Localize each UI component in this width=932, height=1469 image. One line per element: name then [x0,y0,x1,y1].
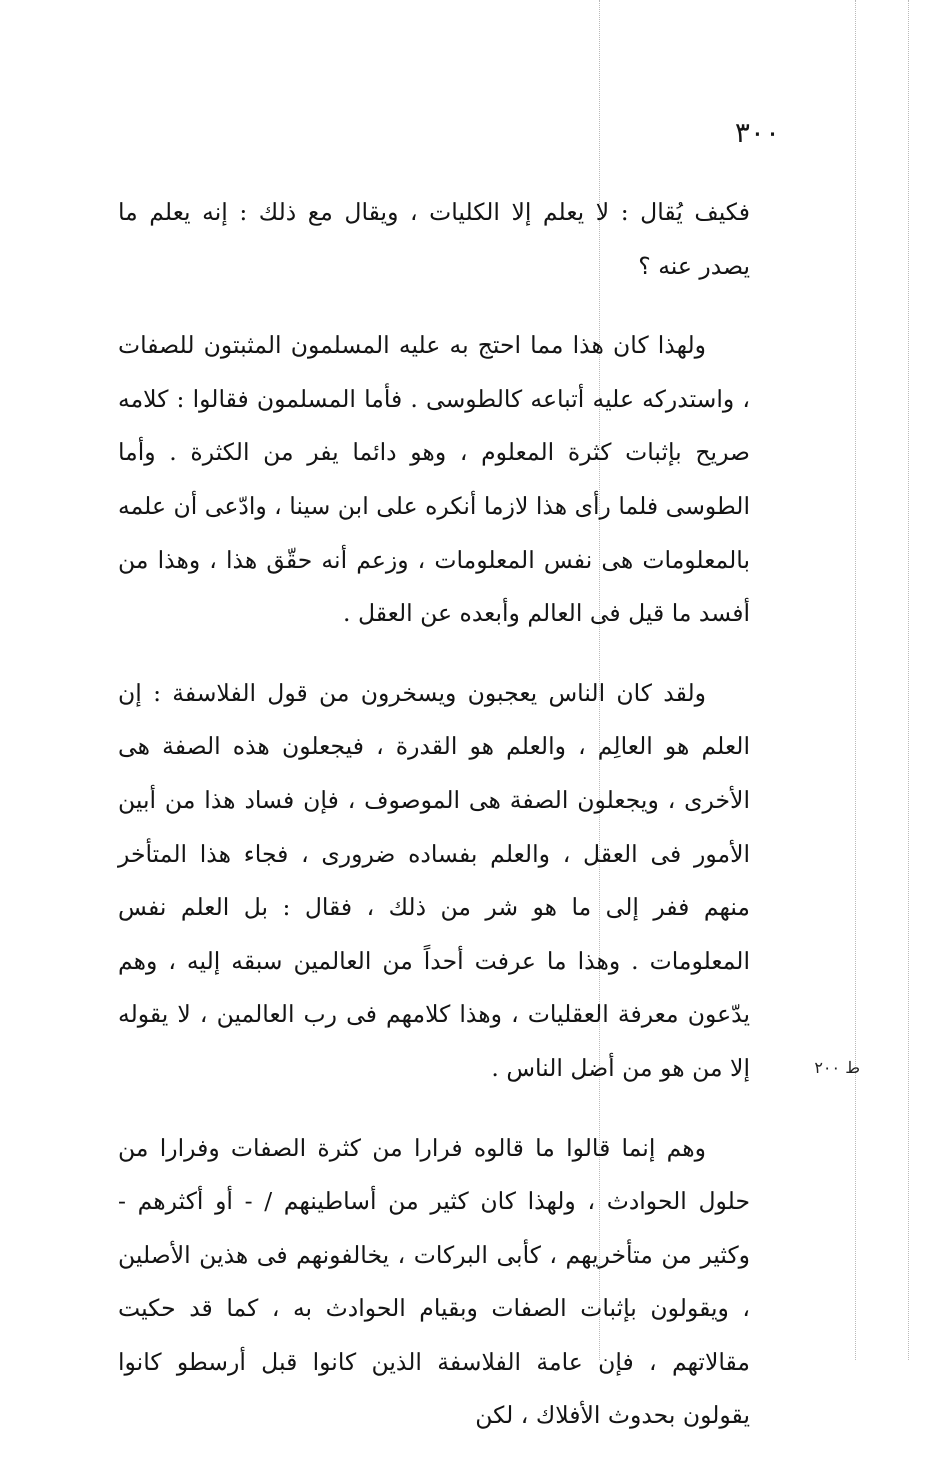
paragraph-1: فكيف يُقال : لا يعلم إلا الكليات ، ويقال مع ذلك : إنه يعلم ما يصدر عنه ؟ [118,198,750,280]
paragraph-3: ولقد كان الناس يعجبون ويسخرون من قول الفلاسفة : إن العلم هو العالِم ، والعلم هو القدرة ، فيجعلون هذه الصفة هى الأخرى ، ويجعلون الصفة هى الموصوف ، فإن فساد هذا من أبين الأمور فى العقل ، والعلم بفساده ضرورى ، فجاء هذا المتأخر منهم ففر إلى ما هو شر من ذلك ، فقال : بل العلم نفس المعلومات . وهذا ما عرفت أحداً من العالمين سبقه إليه ، وهم يدّعون معرفة العقليات ، وهذا كلامهم فى رب العالمين ، لا يقوله إلا من هو من أضل الناس . [118,678,750,1082]
scan-edge-line [908,0,909,1360]
page-number: ٣٠٠ [734,116,780,149]
body-text [118,186,750,1469]
paragraph-2: ولهذا كان هذا مما احتج به عليه المسلمون المثبتون للصفات ، واستدركه عليه أتباعه كالطوسى . فأما المسلمون فقالوا : كلامه صريح بإثبات كثرة المعلوم ، وهو دائما يفر من الكثرة . وأما الطوسى فلما رأى هذا لازما أنكره على ابن سينا ، وادّعى أن علمه بالمعلومات هى نفس المعلومات ، وزعم أنه حقّق هذا ، وهذا من أفسد ما قيل فى العالم وأبعده عن العقل . [118,331,750,628]
margin-reference-note: ط ٢٠٠ [814,1058,860,1077]
paragraph-4: وهم إنما قالوا ما قالوه فرارا من كثرة الصفات وفرارا من حلول الحوادث ، ولهذا كان كثير من أساطينهم / - أو أكثرهم - وكثير من متأخريهم ، كأبى البركات ، يخالفونهم فى هذين الأصلين ، ويقولون بإثبات الصفات وبقيام الحوادث به ، كما قد حكيت مقالاتهم ، فإن عامة الفلاسفة الذين كانوا قبل أرسطو كانوا يقولون بحدوث الأفلاك ، لكن [118,1133,750,1430]
scan-margin-line [855,0,856,1360]
